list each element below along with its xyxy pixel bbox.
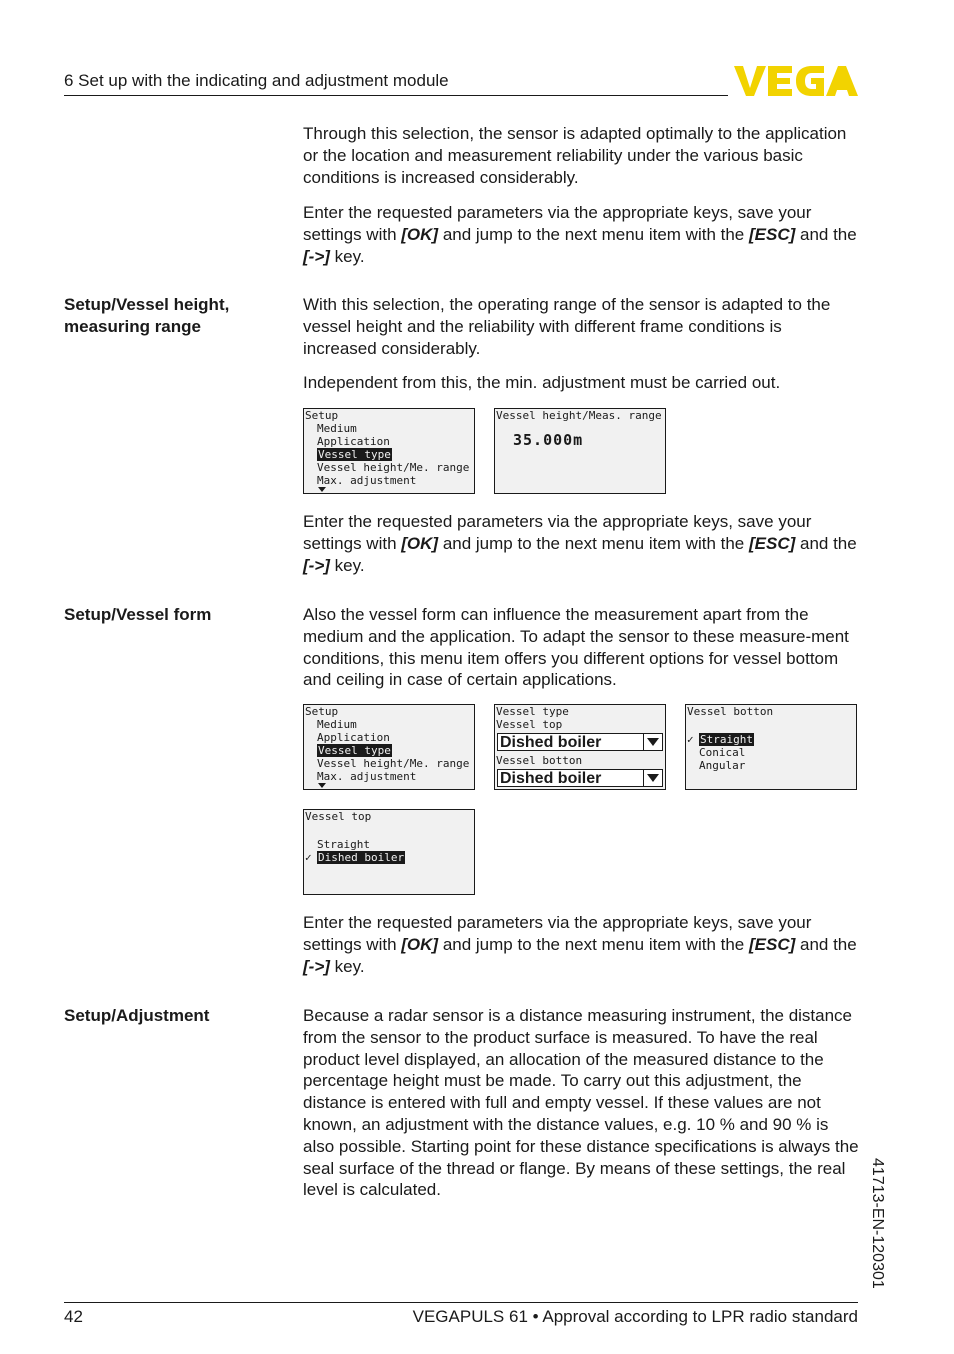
document-code: 41713-EN-120301 bbox=[869, 1158, 886, 1289]
section-heading-vessel-form: Setup/Vessel form bbox=[64, 605, 212, 624]
vessel-form-paragraph-2: Enter the requested parameters via the appropriate keys, save your settings with [OK] and jump to the next menu item with the [ESC] and the [->] key. bbox=[303, 913, 857, 976]
selected-menu-item: Vessel type bbox=[318, 744, 391, 757]
dropdown-arrow-icon[interactable] bbox=[643, 770, 662, 786]
vessel-top-select[interactable]: Dished boiler bbox=[497, 733, 663, 751]
lcd-vessel-height: Vessel height/Meas. range 35.000m bbox=[494, 408, 666, 494]
scroll-down-icon bbox=[318, 783, 326, 788]
intro-paragraph-2: Enter the requested parameters via the appropriate keys, save your settings with [OK] and jump to the next menu item with the [ESC] and the [->] key. bbox=[303, 203, 857, 266]
vessel-height-paragraph-3: Enter the requested parameters via the appropriate keys, save your settings with [OK] and jump to the next menu item with the [ESC] and the [->] key. bbox=[303, 512, 857, 575]
vessel-bottom-select[interactable]: Dished boiler bbox=[497, 769, 663, 787]
lcd-vessel-top: Vessel top Straight ✓ Dished boiler bbox=[303, 809, 475, 895]
check-icon: ✓ bbox=[687, 733, 694, 746]
section-heading-adjustment: Setup/Adjustment bbox=[64, 1006, 210, 1025]
chapter-heading: 6 Set up with the indicating and adjustment module bbox=[64, 71, 449, 90]
footer-title: VEGAPULS 61 • Approval according to LPR radio standard bbox=[412, 1307, 858, 1326]
selected-menu-item: Vessel type bbox=[318, 448, 391, 461]
selected-option: Straight bbox=[700, 733, 753, 746]
scroll-down-icon bbox=[318, 487, 326, 492]
lcd-setup-menu: Setup Medium Application Vessel type Vessel height/Me. range Max. adjustment bbox=[303, 408, 475, 494]
selected-option: Dished boiler bbox=[318, 851, 405, 864]
header-rule bbox=[64, 95, 728, 96]
footer-rule bbox=[64, 1302, 858, 1303]
section-heading-vessel-height: Setup/Vessel height, measuring range bbox=[64, 295, 230, 336]
vessel-height-paragraph-1: With this selection, the operating range of the sensor is adapted to the vessel height and the reliability with different frame conditions is increased considerably. bbox=[303, 295, 831, 358]
lcd-vessel-type: Vessel type Vessel top Dished boiler Vessel botton Dished boiler bbox=[494, 704, 666, 790]
adjustment-paragraph-1: Because a radar sensor is a distance measuring instrument, the distance from the sensor to the product surface is measured. To have the real product level displayed, an allocation of the measured distance to the percentage height must be made. To carry out this adjustment, the distance is entered with full and empty vessel. If these values are not known, an adjustment with the distance values, e.g. 10 % and 90 % is also possible. Starting point for these distance specifications is always the seal surface of the thread or flange. By means of these settings, the real level is calculated. bbox=[303, 1006, 859, 1200]
intro-paragraph-1: Through this selection, the sensor is adapted optimally to the application or the location and measurement reliability under the various basic conditions is increased considerably. bbox=[303, 124, 847, 187]
lcd-vessel-bottom: Vessel botton ✓ Straight Conical Angular bbox=[685, 704, 857, 790]
check-icon: ✓ bbox=[305, 851, 312, 864]
dropdown-arrow-icon[interactable] bbox=[643, 734, 662, 750]
vega-logo bbox=[734, 64, 858, 98]
vessel-height-paragraph-2: Independent from this, the min. adjustment must be carried out. bbox=[303, 373, 781, 392]
vessel-form-paragraph-1: Also the vessel form can influence the measurement apart from the medium and the application. To adapt the sensor to these measure-ment conditions, this menu item offers you different options for vessel bottom and ceiling in case of certain applications. bbox=[303, 605, 849, 690]
lcd-setup-menu-2: Setup Medium Application Vessel type Vessel height/Me. range Max. adjustment bbox=[303, 704, 475, 790]
vessel-height-value: 35.000m bbox=[513, 431, 584, 449]
page-number: 42 bbox=[64, 1307, 83, 1326]
